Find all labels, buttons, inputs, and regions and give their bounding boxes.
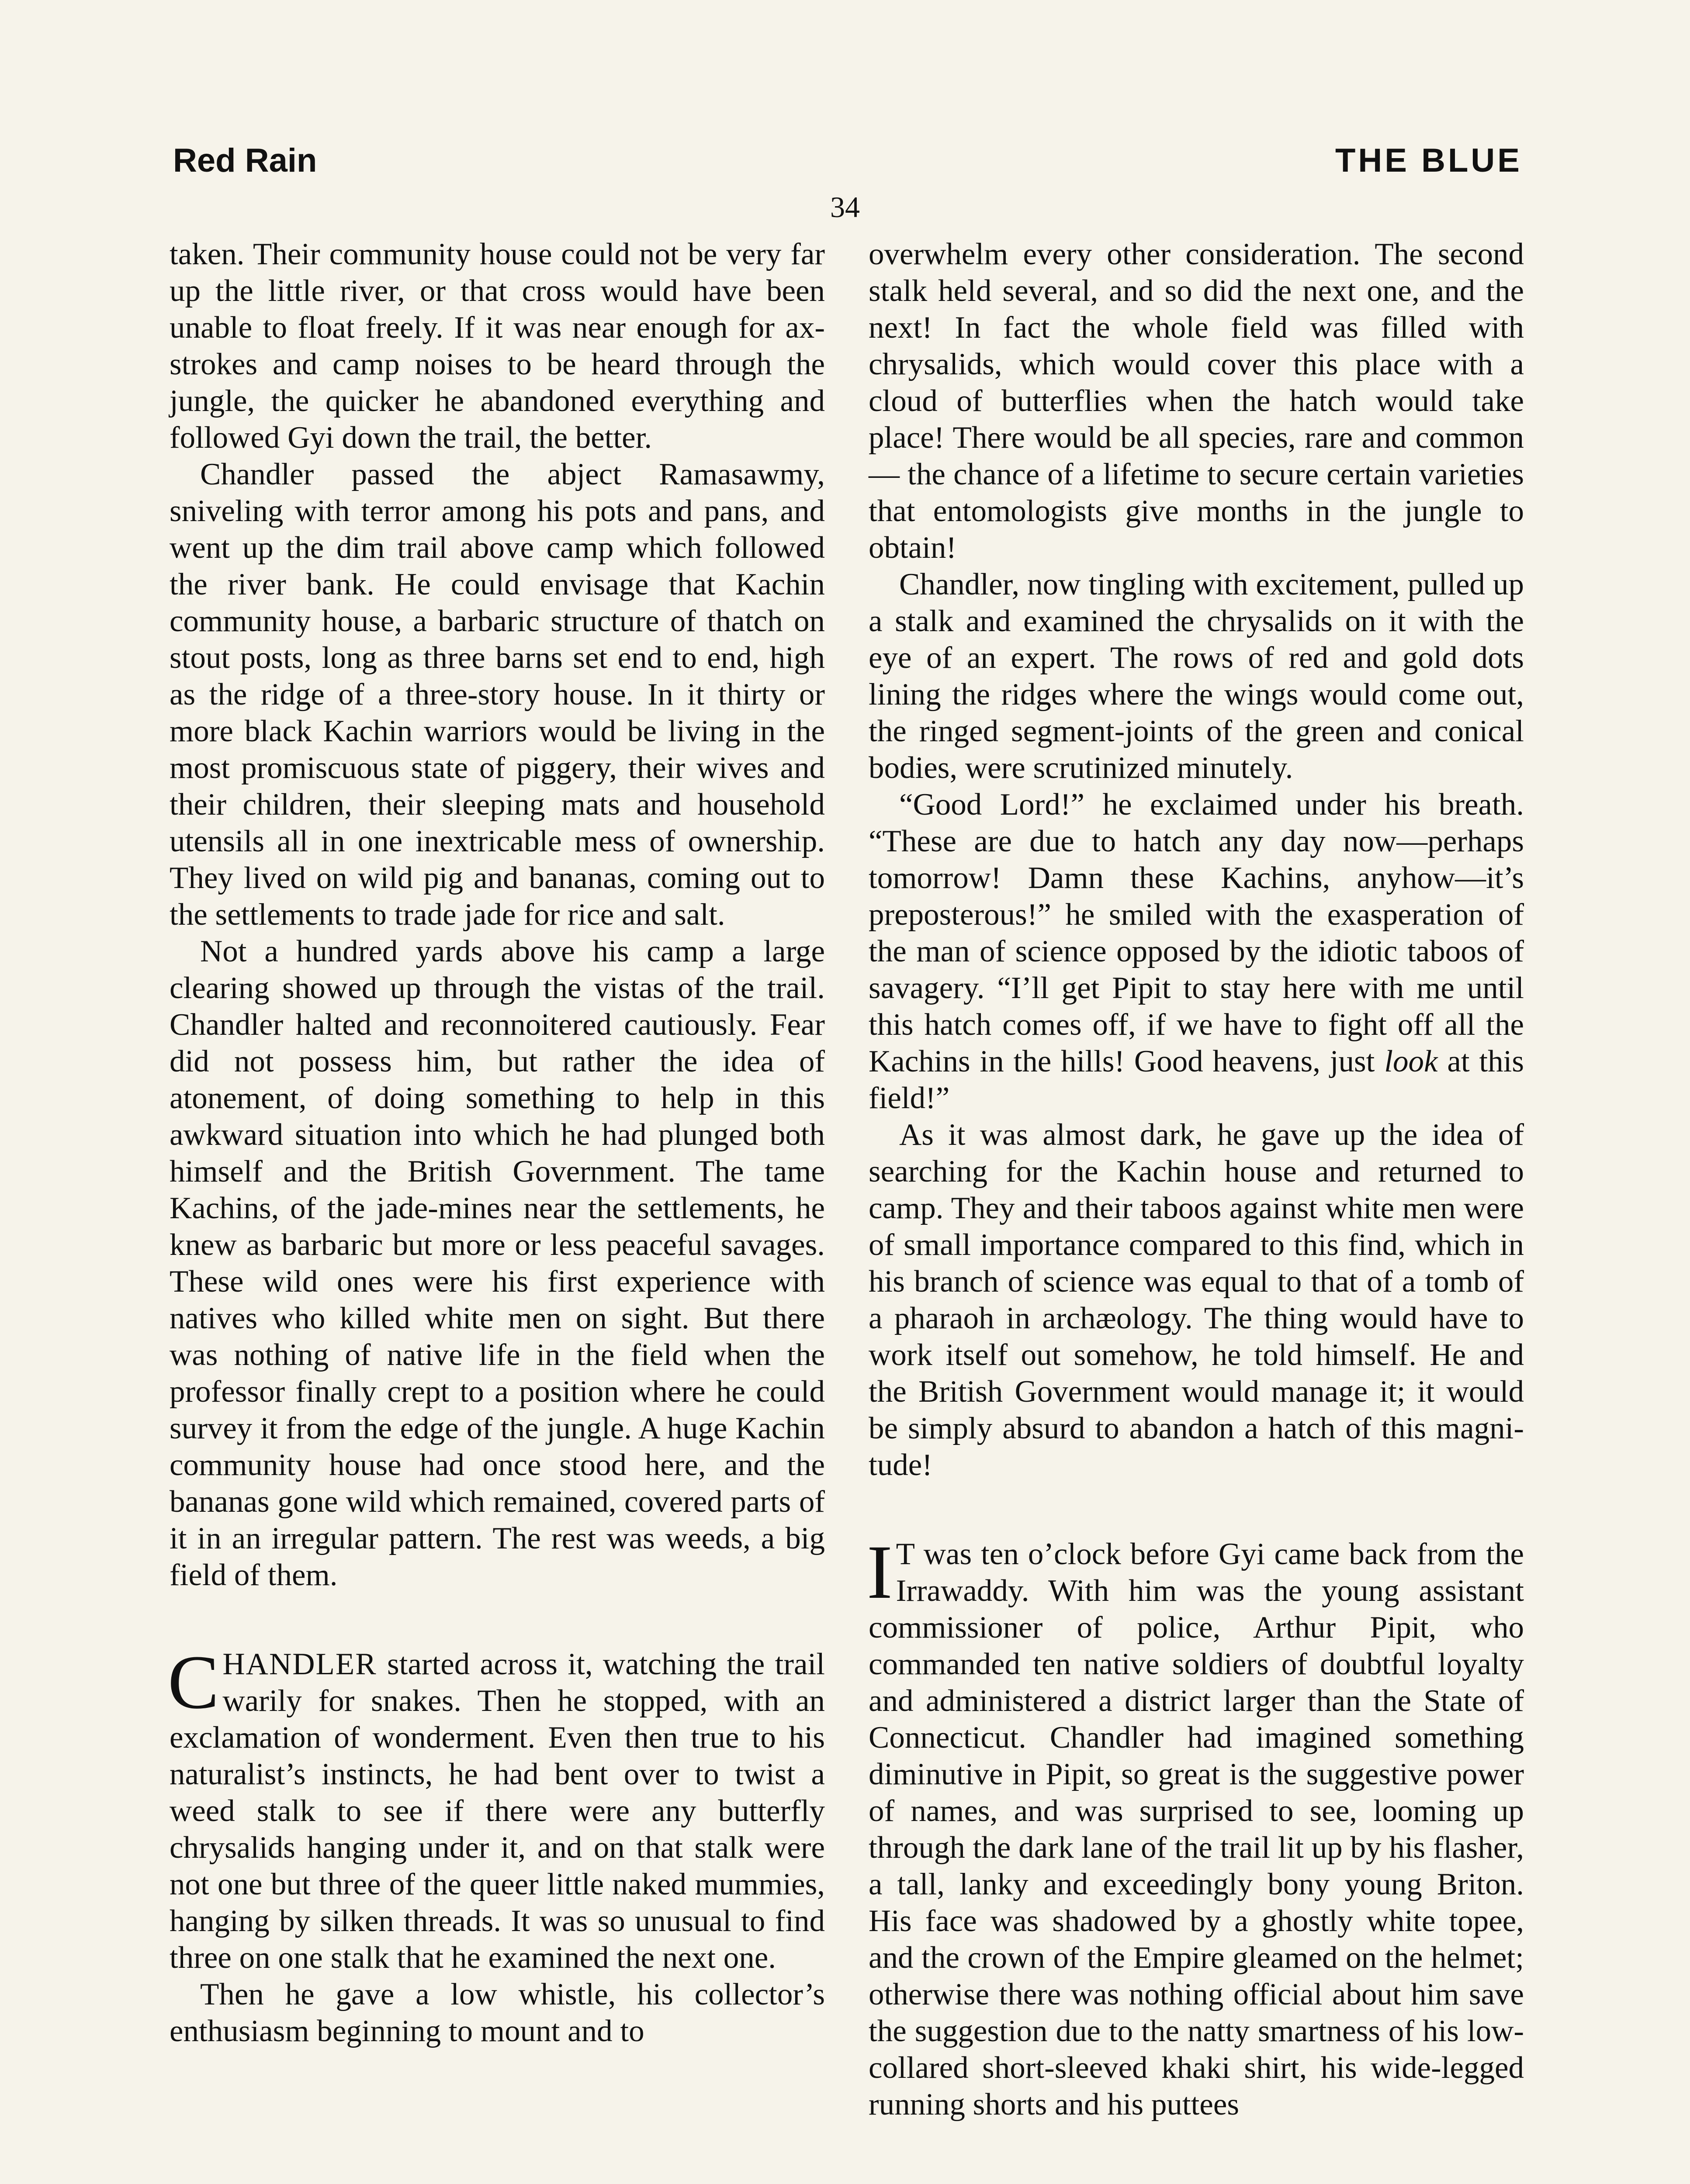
page-number: 34 <box>830 190 860 224</box>
story-title: Red Rain <box>173 142 317 179</box>
magazine-title: THE BLUE <box>1335 142 1522 179</box>
section-paragraph <box>168 1640 825 1976</box>
paragraph: taken. Their community house could not be very far up the little river, or that cross would have been unable to float freely. If it was near enough for ax-strokes and camp noises to be heard through the jungle, the quicker he abandoned everything and followed Gyi down the trail, the better. <box>170 237 825 455</box>
paragraph: As it was almost dark, he gave up the idea of searching for the Kachin house and returned to camp. They and their taboos against white men were of small importance compared to this find, which in his branch of science was equal to that of a tomb of a pharaoh in archæology. The thing would have to work itself out somehow, he told himself. He and the British Government would manage it; it would be simply absurd to abandon a hatch of this magnitude! <box>869 1118 1524 1482</box>
paragraph: Not a hundred yards above his camp a large clearing showed up through the vistas of the trail. Chandler halted and reconnoitered cautiously. Fear did not possess him, but rather the idea of atonement, of doing something to help in this awkward situation into which he had plunged both himself and the British Government. The tame Kachins, of the jade-mines near the settlements, he knew as barbaric but more or less peaceful savages. These wild ones were his first experience with natives who killed white men on sight. But there was nothing of native life in the field when the professor finally crept to a position where he could survey it from the edge of the jungle. A huge Kachin community house had once stood here, and the bananas gone wild which remained, covered parts of it in an irregular pattern. The rest was weeds, a big field of them. <box>170 934 825 1592</box>
right-column <box>869 236 1524 2123</box>
emphasized-word: look <box>1384 1044 1438 1078</box>
paragraph-text: started across it, watching the trail warily for snakes. Then he stopped, with an exclamation of wonderment. Even then true to his naturalist’s instincts, he had bent over to twist a weed stalk to see if there were any butterfly chrysalids hanging under it, and on that stalk were not one but three of the queer little naked mummies, hanging by silken threads. It was so unusual to find three on one stalk that he examined the next one. <box>170 1647 825 1975</box>
paragraph: Chandler passed the abject Ramasawmy, sniveling with terror among his pots and pans, and went up the dim trail above camp which followed the river bank. He could envisage that Kachin community house, a barbaric structure of thatch on stout posts, long as three barns set end to end, high as the ridge of a three-story house. In it thirty or more black Kachin warriors would be living in the most promiscuous state of piggery, their wives and their children, their sleeping mats and household utensils all in one inextricable mess of ownership. They lived on wild pig and bananas, coming out to the settlements to trade jade for rice and salt. <box>170 457 825 932</box>
paragraph-text: was ten o’clock before Gyi came back from the Irrawaddy. With him was the young assistant commissioner of police, Arthur Pipit, who commanded ten native soldiers of doubtful loyalty and administered a district larger than the State of Connecticut. Chandler had imagined something diminutive in Pipit, so great is the suggestive power of names, and was surprised to see, looming up through the dark lane of the trail lit up by his flasher, a tall, lanky and exceedingly bony young Briton. His face was shadowed by a ghostly white topee, and the crown of the Empire gleamed on the helmet; otherwise there was nothing official about him save the suggestion due to the natty smartness of his low-collared short-sleeved khaki shirt, his wide-legged running shorts and his puttees <box>869 1537 1524 2122</box>
paragraph <box>869 786 1524 1116</box>
left-column <box>170 236 825 2049</box>
drop-cap: I <box>867 1530 893 1615</box>
drop-cap: C <box>168 1640 219 1725</box>
paragraph-text: at this field!” <box>869 1044 1524 1115</box>
paragraph: Chandler, now tingling with excitement, pulled up a stalk and examined the chrysalids on it with the eye of an expert. The rows of red and gold dots lining the ridges where the wings would come out, the ringed segment-joints of the green and conical bodies, were scrutinized minutely. <box>869 567 1524 785</box>
section-paragraph <box>867 1530 1524 2123</box>
paragraph: Then he gave a low whistle, his collector’s enthusiasm beginning to mount and to <box>170 1977 825 2048</box>
section-lead-word: HANDLER <box>222 1647 377 1681</box>
paragraph-text: “Good Lord!” he exclaimed under his breath. “These are due to hatch any day now—perhaps tomorrow! Damn these Kachins, anyhow—it’s preposterous!” he smiled with the exasperation of the man of science opposed by the idiotic taboos of savagery. “I’ll get Pipit to stay here with me until this hatch comes off, if we have to fight off all the Kachins in the hills! Good heavens, just <box>869 788 1524 1078</box>
paragraph: overwhelm every other consideration. The second stalk held several, and so did the next one, and the next! In fact the whole field was filled with chrysalids, which would cover this place with a cloud of butterflies when the hatch would take place! There would be all species, rare and common— the chance of a lifetime to secure certain varieties that entomologists give months in the jungle to obtain! <box>869 237 1524 565</box>
section-lead-word: T <box>896 1537 914 1571</box>
